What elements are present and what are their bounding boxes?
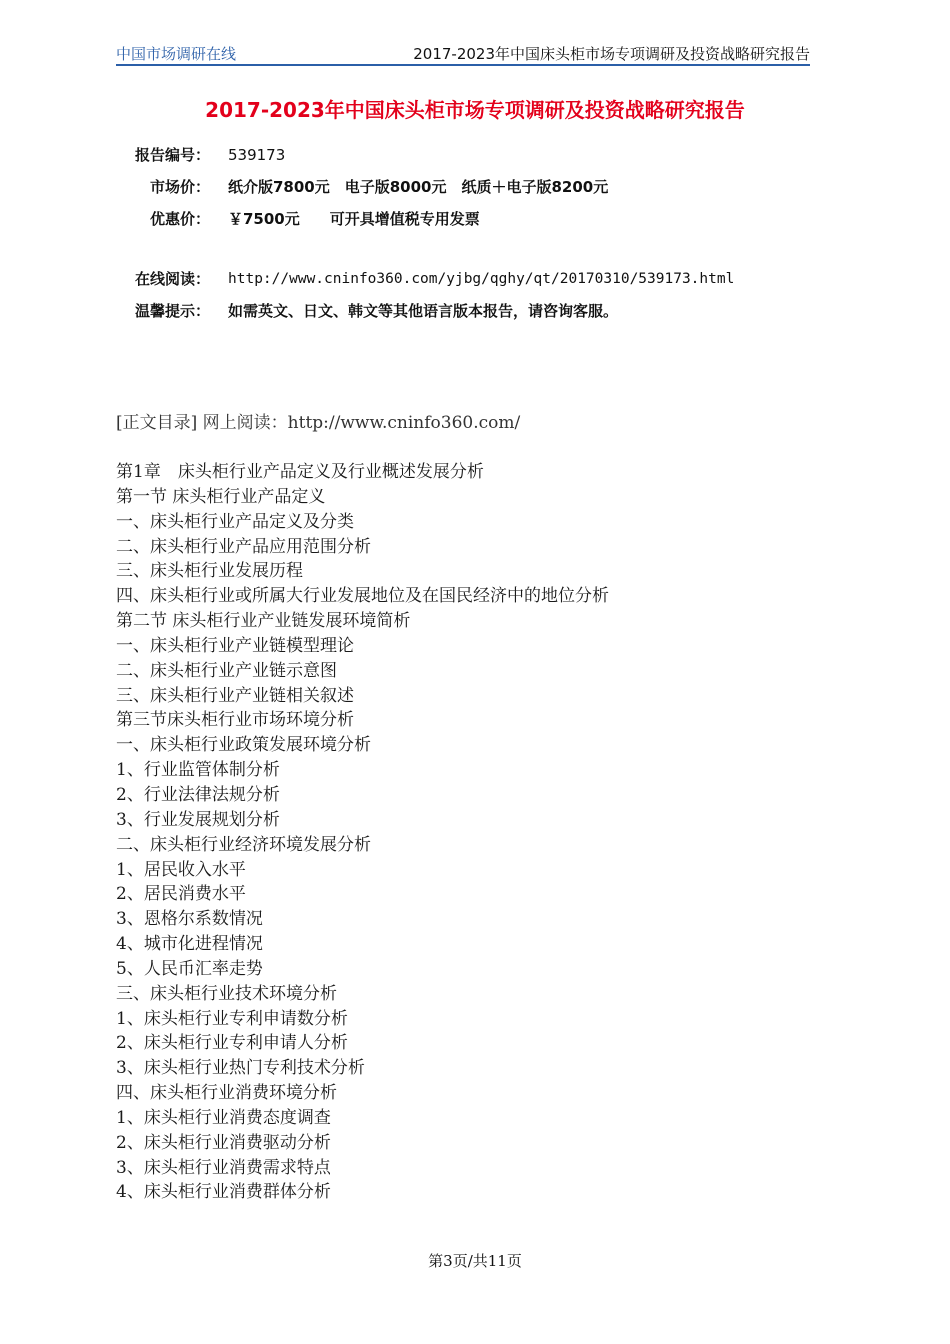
report-title: 2017-2023年中国床头柜市场专项调研及投资战略研究报告 [205, 98, 745, 122]
report-number-row [116, 142, 836, 174]
page-header [116, 44, 810, 66]
discount-label: 优惠价： [149, 210, 210, 228]
toc-item: 第一节 床头柜行业产品定义 [116, 486, 326, 507]
report-info [116, 142, 836, 330]
toc-item: 2、居民消费水平 [116, 884, 246, 905]
toc-item: 第二节 床头柜行业产业链发展环境简析 [116, 611, 411, 632]
toc-item: 4、床头柜行业消费群体分析 [116, 1182, 331, 1203]
price-label: 市场价： [149, 178, 210, 196]
toc-item: 四、床头柜行业或所属大行业发展地位及在国民经济中的地位分析 [116, 586, 609, 607]
toc-item: 1、床头柜行业消费态度调查 [116, 1107, 331, 1128]
toc-item: 一、床头柜行业产品定义及分类 [116, 511, 354, 532]
toc-item: 第1章 床头柜行业产品定义及行业概述发展分析 [116, 462, 484, 482]
price-value: 纸介版7800元 电子版8000元 纸质＋电子版8200元 [228, 178, 609, 196]
toc-item: 3、床头柜行业热门专利技术分析 [116, 1058, 365, 1079]
toc-item: 1、居民收入水平 [116, 859, 246, 880]
tip-row [116, 298, 836, 330]
toc-item: 1、行业监管体制分析 [116, 760, 280, 781]
online-read-row [116, 266, 836, 298]
discount-value: ￥7500元 可开具增值税专用发票 [228, 210, 480, 228]
toc-item: 3、行业发展规划分析 [116, 809, 280, 830]
toc-item: 一、床头柜行业产业链模型理论 [116, 635, 354, 656]
header-site-name: 中国市场调研在线 [116, 45, 237, 63]
report-number-label: 报告编号： [134, 146, 210, 164]
toc-item: 三、床头柜行业产业链相关叙述 [116, 685, 354, 706]
toc-item: 1、床头柜行业专利申请数分析 [116, 1008, 348, 1029]
page-number: 第3页/共11页 [428, 1252, 522, 1270]
toc-item: 二、床头柜行业产品应用范围分析 [116, 536, 371, 557]
online-read-label: 在线阅读： [134, 270, 210, 288]
discount-row [116, 206, 836, 238]
report-number: 539173 [228, 146, 286, 164]
toc-item: 三、床头柜行业技术环境分析 [116, 983, 337, 1004]
tip-label: 温馨提示： [134, 302, 210, 320]
toc-item: 2、床头柜行业专利申请人分析 [116, 1033, 348, 1054]
header-report-title: 2017-2023年中国床头柜市场专项调研及投资战略研究报告 [413, 45, 810, 63]
toc-item: 二、床头柜行业产业链示意图 [116, 660, 337, 681]
toc-item: 二、床头柜行业经济环境发展分析 [116, 834, 371, 855]
toc-item: 3、恩格尔系数情况 [116, 909, 263, 930]
toc-item: 2、床头柜行业消费驱动分析 [116, 1132, 331, 1153]
table-of-contents [116, 460, 609, 1205]
price-row [116, 174, 836, 206]
tip-text: 如需英文、日文、韩文等其他语言版本报告，请咨询客服。 [228, 302, 619, 320]
toc-item: 4、城市化进程情况 [116, 934, 263, 955]
spacer [116, 238, 836, 266]
online-read-link[interactable]: http://www.cninfo360.com/yjbg/qghy/qt/20170310/539173.html [228, 271, 735, 287]
toc-item: 一、床头柜行业政策发展环境分析 [116, 735, 371, 756]
toc-item: 四、床头柜行业消费环境分析 [116, 1083, 337, 1104]
toc-item: 第三节床头柜行业市场环境分析 [116, 710, 354, 731]
toc-item: 2、行业法律法规分析 [116, 784, 280, 805]
toc-intro: [正文目录] 网上阅读：http://www.cninfo360.com/ [116, 413, 521, 433]
toc-item: 5、人民币汇率走势 [116, 958, 263, 979]
toc-item: 三、床头柜行业发展历程 [116, 561, 303, 582]
toc-item: 3、床头柜行业消费需求特点 [116, 1157, 331, 1178]
